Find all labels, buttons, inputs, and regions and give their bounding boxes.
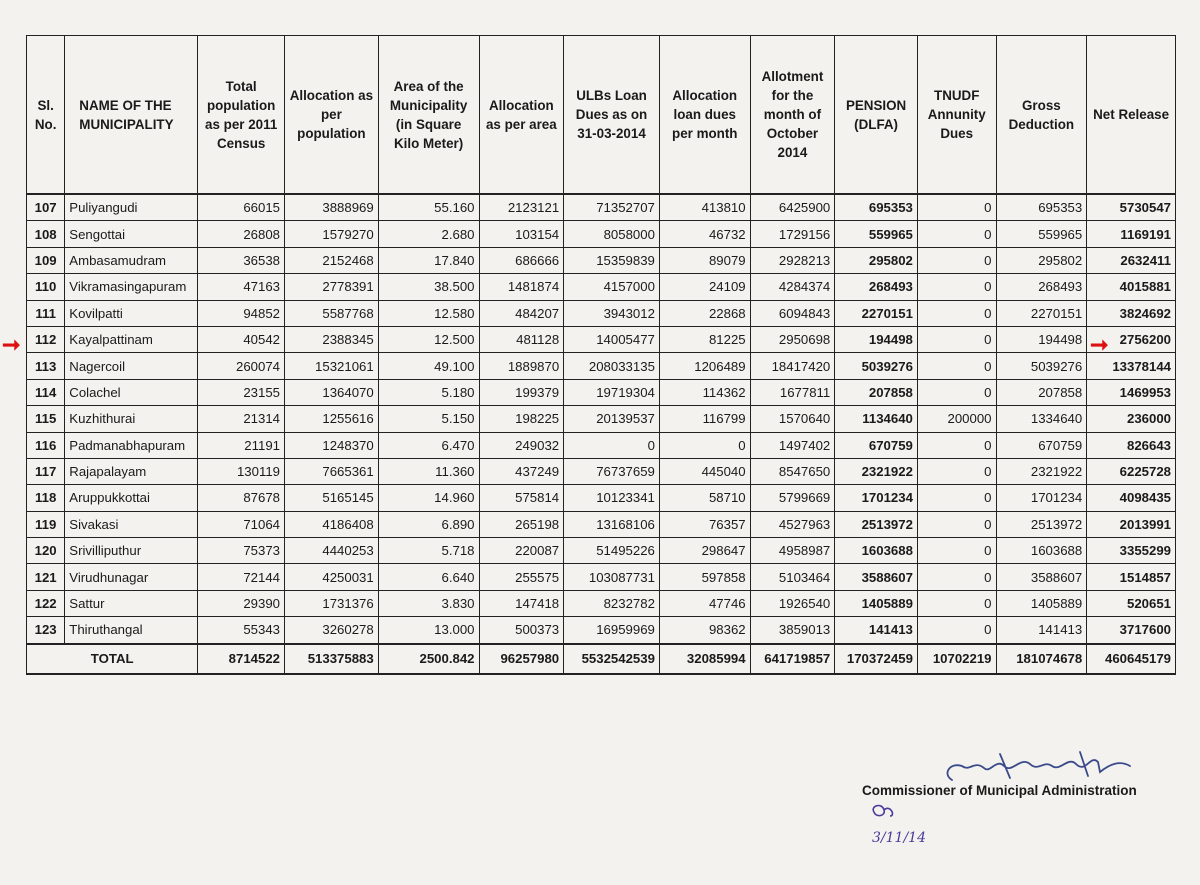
cell-loan-dues: 4157000 [564,274,660,300]
cell-alloc-pop: 4440253 [285,538,379,564]
cell-tnudf: 200000 [917,406,996,432]
cell-sl: 112 [27,326,65,352]
table-row [27,300,1176,326]
cell-alloc-pop: 2152468 [285,247,379,273]
cell-sl: 111 [27,300,65,326]
table-row [27,432,1176,458]
cell-alloc-area: 147418 [479,590,564,616]
cell-alloc-area: 1481874 [479,274,564,300]
cell-tnudf: 0 [917,617,996,644]
cell-alloc-loan: 445040 [659,458,750,484]
cell-tnudf: 0 [917,194,996,221]
cell-alloc-loan: 116799 [659,406,750,432]
cell-tnudf: 0 [917,379,996,405]
total-alloc-area: 96257980 [479,644,564,674]
cell-net: 236000 [1087,406,1176,432]
cell-alloc-loan: 46732 [659,221,750,247]
cell-alloc-loan: 58710 [659,485,750,511]
cell-area: 13.000 [378,617,479,644]
cell-gross: 670759 [996,432,1087,458]
cell-area: 11.360 [378,458,479,484]
cell-area: 2.680 [378,221,479,247]
cell-gross: 1334640 [996,406,1087,432]
table-row [27,274,1176,300]
cell-gross: 194498 [996,326,1087,352]
col-header-gross: Gross Deduction [996,36,1087,195]
cell-alloc-area: 1889870 [479,353,564,379]
cell-gross: 559965 [996,221,1087,247]
cell-area: 17.840 [378,247,479,273]
cell-name: Sengottai [65,221,198,247]
cell-allotment: 1729156 [750,221,835,247]
cell-gross: 295802 [996,247,1087,273]
cell-alloc-pop: 1255616 [285,406,379,432]
cell-pension: 695353 [835,194,918,221]
cell-gross: 207858 [996,379,1087,405]
cell-allotment: 8547650 [750,458,835,484]
cell-area: 5.180 [378,379,479,405]
cell-area: 6.890 [378,511,479,537]
cell-alloc-pop: 5165145 [285,485,379,511]
cell-alloc-area: 2123121 [479,194,564,221]
cell-tnudf: 0 [917,247,996,273]
cell-pension: 3588607 [835,564,918,590]
cell-alloc-pop: 1248370 [285,432,379,458]
cell-allotment: 2928213 [750,247,835,273]
cell-gross: 1405889 [996,590,1087,616]
cell-loan-dues: 0 [564,432,660,458]
col-header-allotment: Allotment for the month of October 2014 [750,36,835,195]
cell-name: Colachel [65,379,198,405]
cell-allotment: 1677811 [750,379,835,405]
cell-pension: 1701234 [835,485,918,511]
cell-loan-dues: 20139537 [564,406,660,432]
cell-population: 47163 [198,274,285,300]
highlight-arrow-right-icon: ➞ [1090,332,1109,357]
cell-alloc-area: 199379 [479,379,564,405]
cell-tnudf: 0 [917,538,996,564]
cell-population: 23155 [198,379,285,405]
cell-tnudf: 0 [917,326,996,352]
table-row [27,617,1176,644]
cell-population: 40542 [198,326,285,352]
cell-name: Ambasamudram [65,247,198,273]
col-header-area: Area of the Municipality (in Square Kilo Meter) [378,36,479,195]
cell-population: 130119 [198,458,285,484]
cell-gross: 2270151 [996,300,1087,326]
cell-loan-dues: 208033135 [564,353,660,379]
signatory-title: Commissioner of Municipal Administration [862,783,1137,798]
cell-allotment: 1926540 [750,590,835,616]
cell-area: 12.580 [378,300,479,326]
col-header-alloc-loan: Allocation loan dues per month [659,36,750,195]
handwritten-initial-date [868,802,938,852]
cell-alloc-area: 220087 [479,538,564,564]
table-row [27,353,1176,379]
cell-allotment: 5799669 [750,485,835,511]
cell-alloc-pop: 7665361 [285,458,379,484]
cell-pension: 141413 [835,617,918,644]
total-pension: 170372459 [835,644,918,674]
cell-population: 75373 [198,538,285,564]
cell-name: Kayalpattinam [65,326,198,352]
cell-population: 94852 [198,300,285,326]
cell-tnudf: 0 [917,564,996,590]
cell-allotment: 18417420 [750,353,835,379]
cell-name: Sattur [65,590,198,616]
col-header-net: Net Release [1087,36,1176,195]
cell-name: Kuzhithurai [65,406,198,432]
total-alloc-loan: 32085994 [659,644,750,674]
cell-alloc-pop: 4250031 [285,564,379,590]
table-row [27,406,1176,432]
cell-population: 71064 [198,511,285,537]
cell-sl: 109 [27,247,65,273]
cell-population: 26808 [198,221,285,247]
cell-alloc-area: 484207 [479,300,564,326]
cell-alloc-pop: 2778391 [285,274,379,300]
cell-alloc-pop: 3260278 [285,617,379,644]
cell-loan-dues: 10123341 [564,485,660,511]
cell-area: 3.830 [378,590,479,616]
cell-name: Sivakasi [65,511,198,537]
cell-name: Virudhunagar [65,564,198,590]
cell-alloc-area: 437249 [479,458,564,484]
cell-net: 1169191 [1087,221,1176,247]
cell-loan-dues: 16959969 [564,617,660,644]
total-gross: 181074678 [996,644,1087,674]
table-header [27,36,1176,195]
cell-alloc-pop: 15321061 [285,353,379,379]
cell-name: Padmanabhapuram [65,432,198,458]
cell-gross: 2513972 [996,511,1087,537]
initial-date-text: 3/11/14 [872,830,926,846]
cell-sl: 123 [27,617,65,644]
cell-alloc-area: 686666 [479,247,564,273]
cell-sl: 120 [27,538,65,564]
cell-gross: 3588607 [996,564,1087,590]
cell-alloc-pop: 4186408 [285,511,379,537]
cell-population: 87678 [198,485,285,511]
cell-tnudf: 0 [917,432,996,458]
cell-sl: 115 [27,406,65,432]
table-row [27,194,1176,221]
cell-name: Kovilpatti [65,300,198,326]
cell-tnudf: 0 [917,485,996,511]
cell-area: 6.470 [378,432,479,458]
cell-sl: 107 [27,194,65,221]
cell-pension: 5039276 [835,353,918,379]
total-label: TOTAL [27,644,198,674]
total-allotment: 641719857 [750,644,835,674]
cell-population: 72144 [198,564,285,590]
cell-name: Aruppukkottai [65,485,198,511]
cell-alloc-loan: 114362 [659,379,750,405]
cell-alloc-loan: 76357 [659,511,750,537]
cell-loan-dues: 51495226 [564,538,660,564]
cell-alloc-area: 103154 [479,221,564,247]
cell-net: 4098435 [1087,485,1176,511]
cell-area: 6.640 [378,564,479,590]
cell-pension: 2270151 [835,300,918,326]
cell-net: 826643 [1087,432,1176,458]
cell-pension: 295802 [835,247,918,273]
cell-pension: 559965 [835,221,918,247]
cell-sl: 117 [27,458,65,484]
cell-area: 5.718 [378,538,479,564]
cell-sl: 122 [27,590,65,616]
cell-net: 2756200 [1087,326,1176,352]
cell-name: Puliyangudi [65,194,198,221]
cell-tnudf: 0 [917,353,996,379]
cell-alloc-pop: 1579270 [285,221,379,247]
cell-loan-dues: 3943012 [564,300,660,326]
cell-allotment: 2950698 [750,326,835,352]
cell-alloc-area: 265198 [479,511,564,537]
cell-gross: 1603688 [996,538,1087,564]
table-row [27,221,1176,247]
cell-net: 6225728 [1087,458,1176,484]
table-row [27,564,1176,590]
table-row [27,590,1176,616]
cell-allotment: 5103464 [750,564,835,590]
cell-gross: 141413 [996,617,1087,644]
cell-gross: 5039276 [996,353,1087,379]
cell-alloc-loan: 98362 [659,617,750,644]
cell-alloc-loan: 81225 [659,326,750,352]
cell-sl: 116 [27,432,65,458]
cell-net: 1514857 [1087,564,1176,590]
cell-tnudf: 0 [917,300,996,326]
cell-area: 12.500 [378,326,479,352]
cell-loan-dues: 8058000 [564,221,660,247]
cell-pension: 268493 [835,274,918,300]
cell-allotment: 4958987 [750,538,835,564]
cell-name: Srivilliputhur [65,538,198,564]
cell-gross: 268493 [996,274,1087,300]
cell-area: 49.100 [378,353,479,379]
cell-population: 29390 [198,590,285,616]
cell-gross: 2321922 [996,458,1087,484]
cell-net: 2632411 [1087,247,1176,273]
cell-population: 36538 [198,247,285,273]
cell-tnudf: 0 [917,590,996,616]
cell-tnudf: 0 [917,458,996,484]
cell-loan-dues: 71352707 [564,194,660,221]
cell-pension: 1405889 [835,590,918,616]
cell-alloc-pop: 1731376 [285,590,379,616]
cell-pension: 1134640 [835,406,918,432]
cell-allotment: 1570640 [750,406,835,432]
cell-net: 4015881 [1087,274,1176,300]
cell-alloc-loan: 89079 [659,247,750,273]
cell-allotment: 6425900 [750,194,835,221]
cell-sl: 113 [27,353,65,379]
cell-allotment: 4284374 [750,274,835,300]
cell-allotment: 4527963 [750,511,835,537]
cell-loan-dues: 8232782 [564,590,660,616]
total-area: 2500.842 [378,644,479,674]
cell-population: 260074 [198,353,285,379]
cell-alloc-loan: 47746 [659,590,750,616]
total-tnudf: 10702219 [917,644,996,674]
signature-block [0,740,1200,880]
cell-loan-dues: 13168106 [564,511,660,537]
col-header-population: Total population as per 2011 Census [198,36,285,195]
cell-area: 55.160 [378,194,479,221]
cell-alloc-area: 249032 [479,432,564,458]
cell-alloc-area: 198225 [479,406,564,432]
cell-net: 1469953 [1087,379,1176,405]
cell-net: 3824692 [1087,300,1176,326]
col-header-pension: PENSION (DLFA) [835,36,918,195]
cell-population: 55343 [198,617,285,644]
total-loan-dues: 5532542539 [564,644,660,674]
cell-loan-dues: 15359839 [564,247,660,273]
cell-alloc-area: 575814 [479,485,564,511]
table-row [27,485,1176,511]
cell-net: 13378144 [1087,353,1176,379]
cell-net: 3717600 [1087,617,1176,644]
cell-alloc-loan: 298647 [659,538,750,564]
table-row [27,379,1176,405]
col-header-name: NAME OF THE MUNICIPALITY [65,36,198,195]
table-total-row [27,644,1176,674]
cell-alloc-loan: 413810 [659,194,750,221]
cell-population: 21191 [198,432,285,458]
cell-net: 5730547 [1087,194,1176,221]
cell-alloc-area: 255575 [479,564,564,590]
table-row [27,458,1176,484]
table-row [27,326,1176,352]
cell-pension: 2513972 [835,511,918,537]
cell-loan-dues: 19719304 [564,379,660,405]
cell-sl: 108 [27,221,65,247]
total-alloc-pop: 513375883 [285,644,379,674]
cell-tnudf: 0 [917,221,996,247]
cell-loan-dues: 14005477 [564,326,660,352]
col-header-tnudf: TNUDF Annunity Dues [917,36,996,195]
cell-alloc-pop: 2388345 [285,326,379,352]
cell-sl: 119 [27,511,65,537]
cell-area: 14.960 [378,485,479,511]
cell-sl: 121 [27,564,65,590]
cell-pension: 2321922 [835,458,918,484]
cell-loan-dues: 76737659 [564,458,660,484]
cell-name: Thiruthangal [65,617,198,644]
cell-area: 38.500 [378,274,479,300]
col-header-alloc-area: Allocation as per area [479,36,564,195]
cell-alloc-loan: 597858 [659,564,750,590]
cell-pension: 1603688 [835,538,918,564]
cell-sl: 114 [27,379,65,405]
cell-net: 2013991 [1087,511,1176,537]
cell-name: Vikramasingapuram [65,274,198,300]
cell-name: Nagercoil [65,353,198,379]
cell-population: 21314 [198,406,285,432]
col-header-loan-dues: ULBs Loan Dues as on 31-03-2014 [564,36,660,195]
cell-name: Rajapalayam [65,458,198,484]
total-net: 460645179 [1087,644,1176,674]
municipality-allocation-table [26,35,1176,675]
cell-alloc-loan: 0 [659,432,750,458]
cell-gross: 695353 [996,194,1087,221]
cell-area: 5.150 [378,406,479,432]
cell-alloc-pop: 5587768 [285,300,379,326]
table-row [27,511,1176,537]
cell-allotment: 1497402 [750,432,835,458]
total-population: 8714522 [198,644,285,674]
cell-population: 66015 [198,194,285,221]
cell-pension: 207858 [835,379,918,405]
cell-sl: 118 [27,485,65,511]
cell-alloc-loan: 22868 [659,300,750,326]
cell-sl: 110 [27,274,65,300]
cell-pension: 194498 [835,326,918,352]
cell-gross: 1701234 [996,485,1087,511]
cell-pension: 670759 [835,432,918,458]
table-row [27,538,1176,564]
cell-alloc-loan: 1206489 [659,353,750,379]
cell-alloc-pop: 1364070 [285,379,379,405]
cell-tnudf: 0 [917,511,996,537]
cell-alloc-area: 500373 [479,617,564,644]
cell-loan-dues: 103087731 [564,564,660,590]
cell-alloc-loan: 24109 [659,274,750,300]
cell-net: 520651 [1087,590,1176,616]
cell-alloc-area: 481128 [479,326,564,352]
cell-allotment: 6094843 [750,300,835,326]
table-row [27,247,1176,273]
cell-tnudf: 0 [917,274,996,300]
col-header-alloc-pop: Allocation as per population [285,36,379,195]
table-body [27,194,1176,644]
cell-allotment: 3859013 [750,617,835,644]
cell-net: 3355299 [1087,538,1176,564]
col-header-sl: Sl. No. [27,36,65,195]
cell-alloc-pop: 3888969 [285,194,379,221]
highlight-arrow-left-icon: ➞ [2,332,21,357]
